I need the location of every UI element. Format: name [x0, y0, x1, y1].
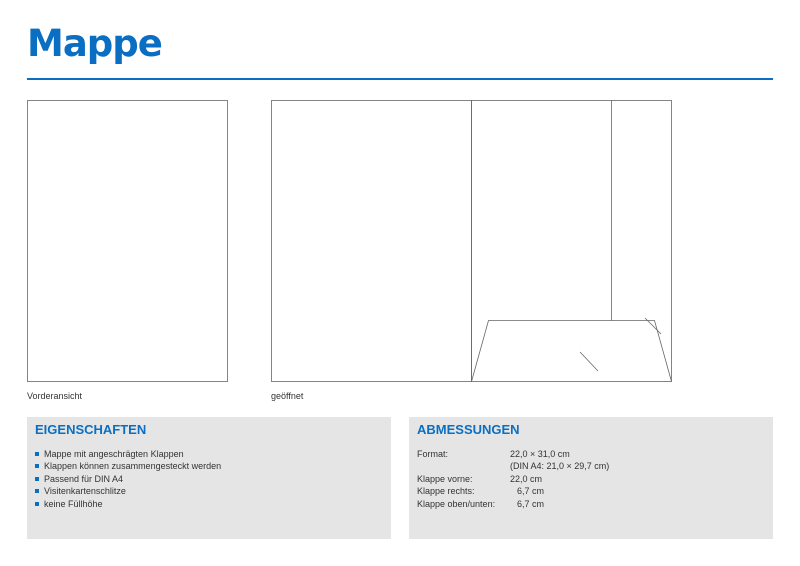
dimension-label: Klappe vorne: — [417, 473, 473, 484]
list-item: Mappe mit angeschrägten Klappen — [35, 448, 221, 460]
list-item: Klappen können zusammengesteckt werden — [35, 460, 221, 472]
dimension-value: 6,7 cm — [517, 486, 545, 497]
dimensions-heading: ABMESSUNGEN — [417, 422, 520, 437]
dimension-label: Format: — [417, 449, 449, 459]
dimension-value: 22,0 × 31,0 cm — [510, 449, 570, 459]
front-view-outline — [28, 101, 228, 382]
bullet-icon — [35, 477, 39, 481]
properties-panel — [27, 417, 391, 539]
open-view-right-panel — [472, 101, 672, 382]
dimension-label: Klappe rechts: — [417, 486, 475, 497]
dimension-value: (DIN A4: 21,0 × 29,7 cm) — [510, 461, 610, 472]
properties-list — [35, 448, 221, 510]
open-view-caption: geöffnet — [271, 391, 304, 401]
bottom-flap-outline — [472, 321, 672, 382]
open-view-left-panel — [272, 101, 472, 382]
bullet-icon — [35, 464, 39, 468]
dimension-label: Klappe oben/unten: — [417, 498, 496, 509]
properties-heading: EIGENSCHAFTEN — [35, 422, 147, 437]
dimensions-panel — [409, 417, 773, 539]
page-title: Mappe — [27, 22, 162, 65]
business-card-slit — [580, 352, 598, 371]
list-item: keine Füllhöhe — [35, 498, 221, 510]
dimension-value: 22,0 cm — [510, 473, 543, 484]
list-item: Passend für DIN A4 — [35, 473, 221, 485]
bullet-icon — [35, 452, 39, 456]
dimension-value: 6,7 cm — [517, 498, 545, 509]
bullet-icon — [35, 502, 39, 506]
list-item: Visitenkartenschlitze — [35, 485, 221, 497]
bullet-icon — [35, 489, 39, 493]
front-view-caption: Vorderansicht — [27, 391, 83, 401]
